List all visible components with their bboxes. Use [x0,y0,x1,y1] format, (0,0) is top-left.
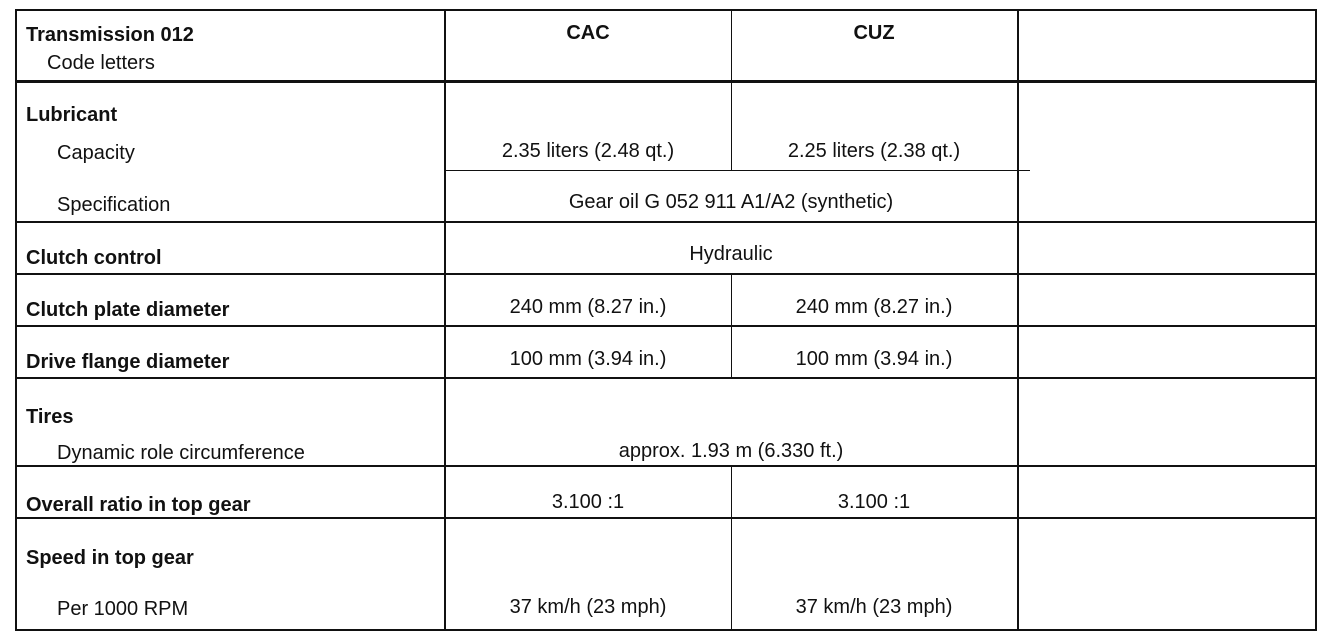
speed-sub-label: Per 1000 RPM [57,598,189,620]
drive-flange-cac: 100 mm (3.94 in.) [509,348,667,370]
rule-tires [17,465,1315,467]
rule-clutch-plate [17,325,1315,327]
col-rule-2-c [731,467,732,629]
tires-value: approx. 1.93 m (6.330 ft.) [618,440,844,462]
col-rule-2-b [731,275,732,377]
drive-flange-label: Drive flange diameter [26,351,230,373]
capacity-label: Capacity [57,142,135,164]
spec-label: Specification [57,194,171,216]
rule-lubricant-spec [444,170,1030,171]
clutch-control-value: Hydraulic [689,243,773,265]
tires-sub-label: Dynamic role circumference [57,442,305,464]
rule-overall-ratio [17,517,1315,519]
rule-lubricant [17,221,1315,223]
overall-ratio-cuz: 3.100 :1 [837,491,911,513]
col-rule-2-a [731,11,732,171]
clutch-control-label: Clutch control [26,247,162,269]
rule-header [17,80,1315,83]
header-title: Transmission 012 [26,24,194,46]
capacity-cac: 2.35 liters (2.48 qt.) [501,140,675,162]
col-rule-1 [444,11,446,629]
overall-ratio-cac: 3.100 :1 [551,491,625,513]
drive-flange-cuz: 100 mm (3.94 in.) [795,348,953,370]
lubricant-label: Lubricant [26,104,118,126]
clutch-plate-cuz: 240 mm (8.27 in.) [795,296,953,318]
spec-table [15,9,1317,631]
rule-clutch-control [17,273,1315,275]
speed-cuz: 37 km/h (23 mph) [795,596,953,618]
spec-value: Gear oil G 052 911 A1/A2 (synthetic) [568,191,894,213]
header-col-cac: CAC [566,22,610,44]
clutch-plate-label: Clutch plate diameter [26,299,230,321]
clutch-plate-cac: 240 mm (8.27 in.) [509,296,667,318]
header-subtitle: Code letters [47,52,155,74]
header-col-cuz: CUZ [853,22,895,44]
tires-label: Tires [26,406,74,428]
capacity-cuz: 2.25 liters (2.38 qt.) [787,140,961,162]
speed-cac: 37 km/h (23 mph) [509,596,667,618]
rule-drive-flange [17,377,1315,379]
speed-label: Speed in top gear [26,547,194,569]
col-rule-3 [1017,11,1019,629]
overall-ratio-label: Overall ratio in top gear [26,494,251,516]
